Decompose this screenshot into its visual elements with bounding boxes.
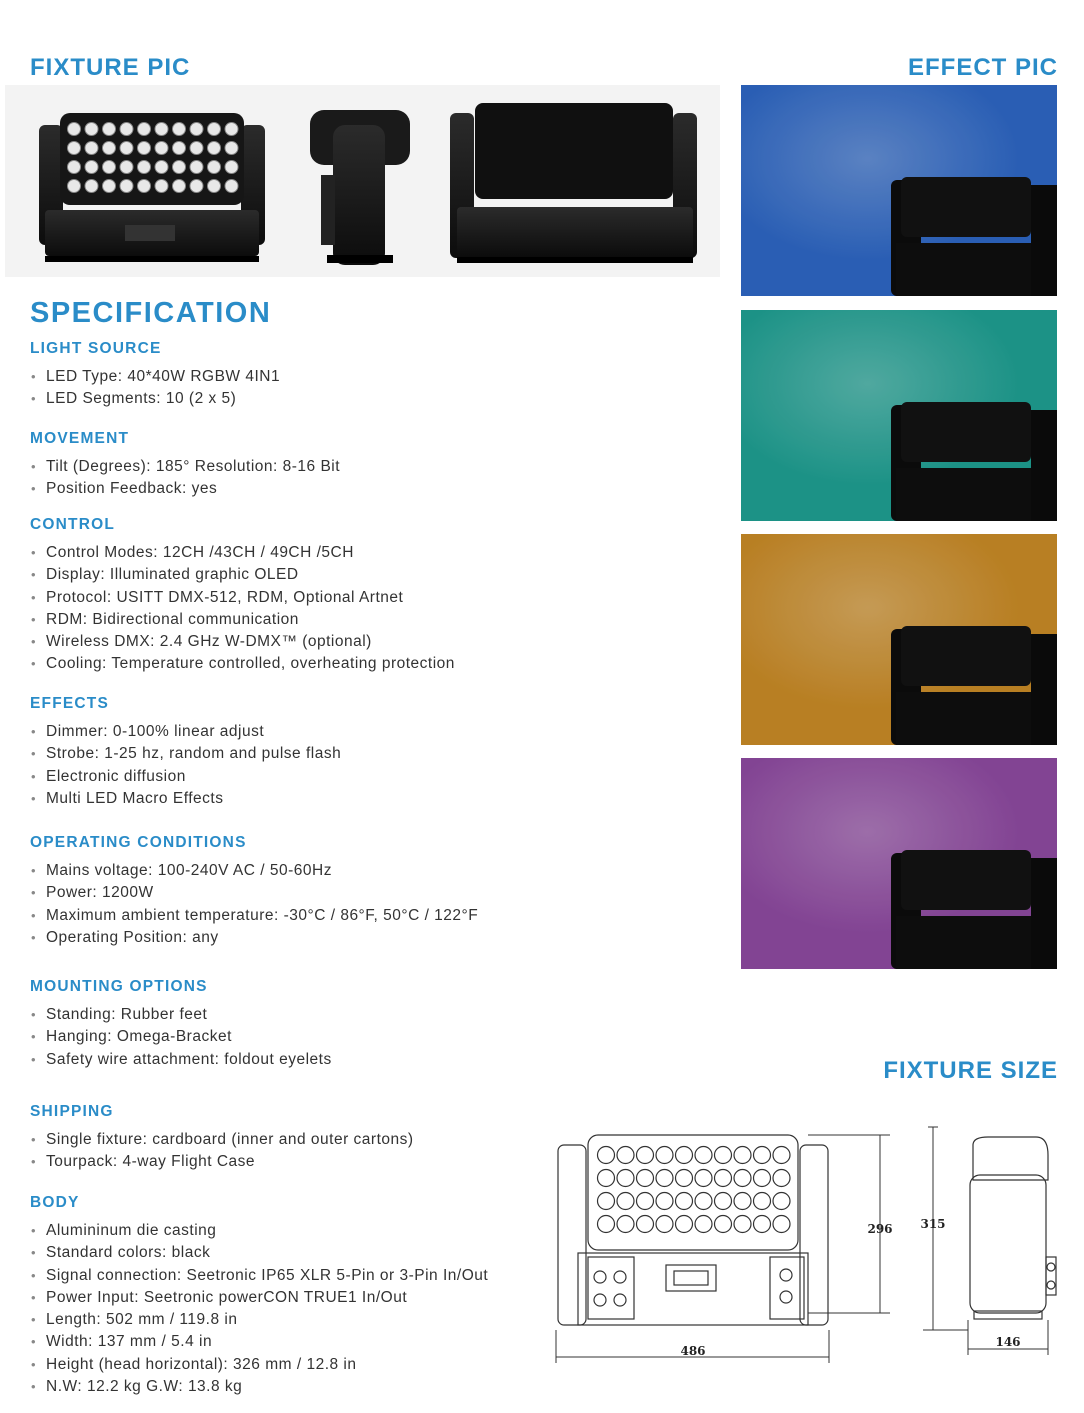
- led-lens: [225, 142, 238, 155]
- effect-pic-teal: [741, 310, 1057, 521]
- spec-item: • Position Feedback: yes: [30, 478, 340, 500]
- spec-item: • Hanging: Omega-Bracket: [30, 1026, 332, 1048]
- spec-item: • Tourpack: 4-way Flight Case: [30, 1151, 414, 1173]
- spec-item: • Cooling: Temperature controlled, overheating protection: [30, 653, 455, 675]
- spec-item: • Height (head horizontal): 326 mm / 12.8 in: [30, 1354, 488, 1376]
- led-outline: [715, 1193, 732, 1210]
- led-lens: [173, 142, 186, 155]
- fixture-back-view: [450, 103, 697, 263]
- led-outline: [676, 1216, 693, 1233]
- led-lens: [208, 161, 221, 174]
- led-lens: [103, 123, 116, 136]
- spec-item: • Tilt (Degrees): 185° Resolution: 8-16 Bit: [30, 456, 340, 478]
- led-lens: [208, 142, 221, 155]
- effect-fixture-silhouette: [741, 534, 1057, 745]
- led-outline: [656, 1216, 673, 1233]
- section-title: BODY: [30, 1194, 80, 1211]
- spec-item: • RDM: Bidirectional communication: [30, 609, 455, 631]
- section-title: OPERATING CONDITIONS: [30, 834, 247, 851]
- spec-item: • Length: 502 mm / 119.8 in: [30, 1309, 488, 1331]
- led-lens: [120, 142, 133, 155]
- section-title: LIGHT SOURCE: [30, 340, 162, 357]
- led-outline: [773, 1216, 790, 1233]
- led-outline: [637, 1170, 654, 1187]
- led-lens: [155, 142, 168, 155]
- spec-item: • Control Modes: 12CH /43CH / 49CH /5CH: [30, 542, 455, 564]
- fixture-size-title: FIXTURE SIZE: [883, 1057, 1058, 1084]
- led-lens: [120, 180, 133, 193]
- led-outline: [617, 1216, 634, 1233]
- height-head-label: 296: [867, 1222, 893, 1236]
- depth-label: 146: [995, 1335, 1021, 1349]
- led-lens: [155, 123, 168, 136]
- fixture-photos: [5, 85, 720, 277]
- led-lens: [120, 123, 133, 136]
- section-operating-conditions: [30, 834, 478, 949]
- fixture-size-drawing: [548, 1125, 1068, 1365]
- led-outline: [715, 1170, 732, 1187]
- spec-item: • Alumininum die casting: [30, 1220, 488, 1242]
- led-outline: [695, 1193, 712, 1210]
- led-outline: [598, 1216, 615, 1233]
- led-lens: [155, 161, 168, 174]
- spec-item: • Single fixture: cardboard (inner and outer cartons): [30, 1129, 414, 1151]
- spec-item: • Electronic diffusion: [30, 766, 341, 788]
- led-lens: [190, 142, 203, 155]
- led-lens: [68, 142, 81, 155]
- fixture-pic-title: FIXTURE PIC: [30, 54, 191, 81]
- led-outline: [598, 1193, 615, 1210]
- led-outline: [676, 1147, 693, 1164]
- led-outline: [695, 1147, 712, 1164]
- section-title: MOUNTING OPTIONS: [30, 978, 208, 995]
- led-lens: [190, 161, 203, 174]
- led-lens: [225, 180, 238, 193]
- led-lens: [85, 123, 98, 136]
- front-dimension-drawing: [558, 1135, 828, 1325]
- led-lens: [85, 161, 98, 174]
- spec-item: • Maximum ambient temperature: -30°C / 86°F, 50°C / 122°F: [30, 905, 478, 927]
- led-outline: [734, 1193, 751, 1210]
- led-lens: [85, 180, 98, 193]
- section-movement: [30, 430, 340, 501]
- led-outline: [773, 1170, 790, 1187]
- led-outline: [773, 1147, 790, 1164]
- height-total-label: 315: [920, 1217, 946, 1231]
- led-outline: [676, 1193, 693, 1210]
- spec-item: • Protocol: USITT DMX-512, RDM, Optional Artnet: [30, 587, 455, 609]
- effect-pic-blue: [741, 85, 1057, 296]
- section-mounting-options: [30, 978, 332, 1071]
- section-shipping: [30, 1103, 414, 1174]
- led-outline: [617, 1147, 634, 1164]
- led-outline: [773, 1193, 790, 1210]
- led-lens: [85, 142, 98, 155]
- section-effects: [30, 695, 341, 810]
- section-title: SHIPPING: [30, 1103, 114, 1120]
- led-outline: [676, 1170, 693, 1187]
- side-dimension-drawing: [970, 1137, 1056, 1319]
- led-lens: [225, 161, 238, 174]
- led-outline: [695, 1216, 712, 1233]
- led-lens: [138, 180, 151, 193]
- led-lens: [138, 142, 151, 155]
- spec-item: • N.W: 12.2 kg G.W: 13.8 kg: [30, 1376, 488, 1398]
- led-lens: [173, 180, 186, 193]
- led-lens: [68, 180, 81, 193]
- effect-pic-amber: [741, 534, 1057, 745]
- section-title: CONTROL: [30, 516, 116, 533]
- spec-item: • Safety wire attachment: foldout eyelets: [30, 1049, 332, 1071]
- spec-item: • Standing: Rubber feet: [30, 1004, 332, 1026]
- led-outline: [754, 1193, 771, 1210]
- effect-fixture-silhouette: [741, 310, 1057, 521]
- spec-item: • Wireless DMX: 2.4 GHz W-DMX™ (optional): [30, 631, 455, 653]
- led-outline: [754, 1147, 771, 1164]
- led-lens: [173, 123, 186, 136]
- led-lens: [103, 180, 116, 193]
- led-lens: [208, 180, 221, 193]
- led-outline: [754, 1216, 771, 1233]
- spec-item: • Mains voltage: 100-240V AC / 50-60Hz: [30, 860, 478, 882]
- section-body: [30, 1194, 488, 1398]
- spec-item: • Display: Illuminated graphic OLED: [30, 564, 455, 586]
- spec-item: • Width: 137 mm / 5.4 in: [30, 1331, 488, 1353]
- width-label: 486: [680, 1344, 706, 1358]
- led-outline: [754, 1170, 771, 1187]
- led-lens: [120, 161, 133, 174]
- section-title: EFFECTS: [30, 695, 110, 712]
- led-outline: [715, 1216, 732, 1233]
- fixture-front-view: [39, 113, 265, 262]
- led-outline: [656, 1147, 673, 1164]
- led-outline: [734, 1170, 751, 1187]
- led-outline: [715, 1147, 732, 1164]
- led-lens: [68, 161, 81, 174]
- spec-item: • Operating Position: any: [30, 927, 478, 949]
- spec-item: • Strobe: 1-25 hz, random and pulse flash: [30, 743, 341, 765]
- led-outline: [734, 1216, 751, 1233]
- section-light-source: [30, 340, 280, 411]
- led-outline: [598, 1147, 615, 1164]
- spec-item: • LED Segments: 10 (2 x 5): [30, 388, 280, 410]
- led-outline: [695, 1170, 712, 1187]
- led-lens: [208, 123, 221, 136]
- effect-pic-title: EFFECT PIC: [907, 54, 1058, 81]
- led-outline: [637, 1193, 654, 1210]
- led-lens: [190, 180, 203, 193]
- spec-item: • Signal connection: Seetronic IP65 XLR 5-Pin or 3-Pin In/Out: [30, 1265, 488, 1287]
- led-lens: [68, 123, 81, 136]
- led-outline: [617, 1193, 634, 1210]
- led-outline: [637, 1216, 654, 1233]
- spec-item: • LED Type: 40*40W RGBW 4IN1: [30, 366, 280, 388]
- led-outline: [656, 1170, 673, 1187]
- section-title: MOVEMENT: [30, 430, 130, 447]
- led-lens: [173, 161, 186, 174]
- led-lens: [225, 123, 238, 136]
- led-lens: [155, 180, 168, 193]
- led-lens: [138, 123, 151, 136]
- effect-fixture-silhouette: [741, 85, 1057, 296]
- led-outline: [734, 1147, 751, 1164]
- led-outline: [598, 1170, 615, 1187]
- specification-title: SPECIFICATION: [30, 297, 272, 329]
- effect-fixture-silhouette: [741, 758, 1057, 969]
- spec-item: • Dimmer: 0-100% linear adjust: [30, 721, 341, 743]
- spec-item: • Power Input: Seetronic powerCON TRUE1 In/Out: [30, 1287, 488, 1309]
- led-lens: [103, 142, 116, 155]
- led-outline: [656, 1193, 673, 1210]
- fixture-side-view: [310, 110, 410, 265]
- effect-pic-purple: [741, 758, 1057, 969]
- led-outline: [637, 1147, 654, 1164]
- led-lens: [103, 161, 116, 174]
- spec-item: • Multi LED Macro Effects: [30, 788, 341, 810]
- section-control: [30, 516, 455, 676]
- spec-item: • Standard colors: black: [30, 1242, 488, 1264]
- spec-item: • Power: 1200W: [30, 882, 478, 904]
- led-outline: [617, 1170, 634, 1187]
- led-lens: [138, 161, 151, 174]
- led-lens: [190, 123, 203, 136]
